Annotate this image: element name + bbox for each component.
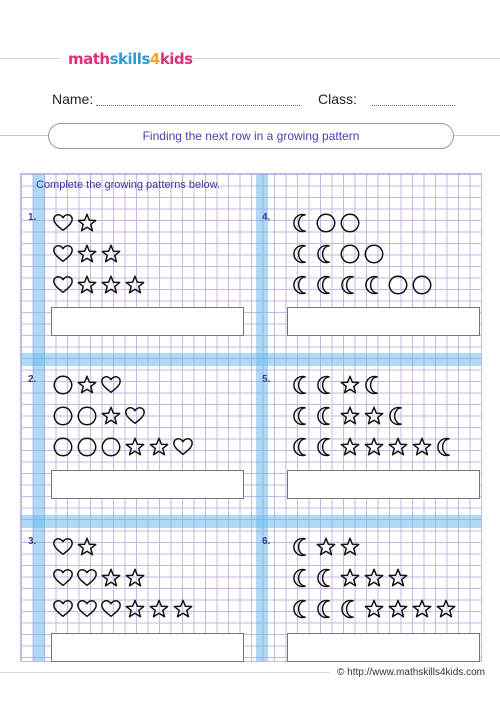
- problem-number: 6.: [262, 536, 271, 547]
- logo-kids: kids: [159, 50, 193, 68]
- heart-icon: [52, 567, 74, 589]
- problem-number: 4.: [262, 212, 271, 223]
- star-icon: [315, 536, 337, 558]
- logo: [68, 50, 193, 70]
- pattern-row: [52, 405, 148, 427]
- moon-icon: [291, 598, 313, 620]
- pattern-row: [291, 567, 411, 589]
- header-rule-left: [0, 58, 60, 59]
- moon-icon: [363, 374, 385, 396]
- moon-icon: [291, 374, 313, 396]
- circle-icon: [100, 436, 122, 458]
- circle-icon: [76, 436, 98, 458]
- star-icon: [363, 436, 385, 458]
- heart-icon: [76, 567, 98, 589]
- pattern-row: [291, 405, 411, 427]
- moon-icon: [315, 567, 337, 589]
- vertical-band-center: [256, 174, 271, 661]
- title-rule-right: [454, 135, 500, 136]
- answer-box[interactable]: [51, 307, 244, 336]
- star-icon: [339, 374, 361, 396]
- star-icon: [100, 274, 122, 296]
- moon-icon: [339, 598, 361, 620]
- answer-box[interactable]: [287, 633, 480, 662]
- pattern-row: [291, 243, 387, 265]
- heart-icon: [76, 598, 98, 620]
- moon-icon: [363, 274, 385, 296]
- moon-icon: [315, 598, 337, 620]
- answer-box[interactable]: [287, 307, 480, 336]
- heart-icon: [52, 274, 74, 296]
- pattern-row: [52, 274, 148, 296]
- star-icon: [363, 567, 385, 589]
- star-icon: [387, 567, 409, 589]
- heart-icon: [100, 598, 122, 620]
- star-icon: [76, 212, 98, 234]
- heart-icon: [172, 436, 194, 458]
- logo-skills: skills: [109, 50, 150, 68]
- pattern-row: [291, 374, 387, 396]
- star-icon: [76, 274, 98, 296]
- moon-icon: [435, 436, 457, 458]
- answer-box[interactable]: [51, 633, 244, 662]
- circle-icon: [387, 274, 409, 296]
- star-icon: [411, 598, 433, 620]
- class-label: Class:: [318, 91, 357, 107]
- star-icon: [339, 405, 361, 427]
- star-icon: [363, 405, 385, 427]
- pattern-row: [291, 598, 459, 620]
- worksheet-title: Finding the next row in a growing pattern: [48, 123, 454, 149]
- star-icon: [387, 598, 409, 620]
- footer-rule: [0, 672, 330, 673]
- problem-number: 1.: [28, 212, 37, 223]
- heart-icon: [52, 243, 74, 265]
- pattern-row: [291, 212, 363, 234]
- moon-icon: [315, 436, 337, 458]
- moon-icon: [315, 405, 337, 427]
- moon-icon: [291, 436, 313, 458]
- circle-icon: [339, 243, 361, 265]
- moon-icon: [291, 405, 313, 427]
- moon-icon: [339, 274, 361, 296]
- circle-icon: [52, 374, 74, 396]
- heart-icon: [100, 374, 122, 396]
- star-icon: [124, 567, 146, 589]
- problem-number: 2.: [28, 374, 37, 385]
- circle-icon: [363, 243, 385, 265]
- problem-number: 5.: [262, 374, 271, 385]
- heart-icon: [52, 598, 74, 620]
- instructions: Complete the growing patterns below.: [36, 179, 221, 191]
- logo-math: math: [68, 50, 110, 68]
- moon-icon: [291, 567, 313, 589]
- moon-icon: [387, 405, 409, 427]
- star-icon: [124, 598, 146, 620]
- name-label: Name:: [52, 91, 94, 107]
- pattern-row: [291, 274, 435, 296]
- star-icon: [148, 598, 170, 620]
- star-icon: [339, 536, 361, 558]
- heart-icon: [124, 405, 146, 427]
- star-icon: [435, 598, 457, 620]
- header-rule-right: [185, 58, 500, 59]
- star-icon: [124, 436, 146, 458]
- moon-icon: [291, 536, 313, 558]
- pattern-row: [52, 243, 124, 265]
- moon-icon: [291, 243, 313, 265]
- star-icon: [100, 405, 122, 427]
- pattern-row: [52, 374, 124, 396]
- circle-icon: [339, 212, 361, 234]
- circle-icon: [52, 436, 74, 458]
- star-icon: [76, 374, 98, 396]
- heart-icon: [52, 536, 74, 558]
- circle-icon: [411, 274, 433, 296]
- answer-box[interactable]: [51, 470, 244, 499]
- star-icon: [411, 436, 433, 458]
- heart-icon: [52, 212, 74, 234]
- footer-copyright: © http://www.mathskills4kids.com: [337, 667, 485, 678]
- star-icon: [76, 243, 98, 265]
- horizontal-band-lower: [21, 515, 481, 528]
- pattern-row: [291, 436, 459, 458]
- pattern-row: [52, 212, 100, 234]
- logo-four: 4: [149, 50, 160, 68]
- horizontal-band-upper: [21, 353, 481, 366]
- star-icon: [339, 567, 361, 589]
- name-field[interactable]: [96, 104, 300, 106]
- star-icon: [100, 243, 122, 265]
- pattern-row: [291, 536, 363, 558]
- moon-icon: [291, 274, 313, 296]
- vertical-band-left: [33, 174, 45, 661]
- pattern-row: [52, 436, 196, 458]
- star-icon: [363, 598, 385, 620]
- pattern-row: [52, 567, 148, 589]
- star-icon: [148, 436, 170, 458]
- star-icon: [172, 598, 194, 620]
- circle-icon: [315, 212, 337, 234]
- moon-icon: [315, 243, 337, 265]
- problem-number: 3.: [28, 536, 37, 547]
- class-field[interactable]: [372, 104, 455, 106]
- moon-icon: [291, 212, 313, 234]
- moon-icon: [315, 374, 337, 396]
- pattern-row: [52, 598, 196, 620]
- star-icon: [124, 274, 146, 296]
- star-icon: [339, 436, 361, 458]
- star-icon: [100, 567, 122, 589]
- pattern-row: [52, 536, 100, 558]
- star-icon: [76, 536, 98, 558]
- answer-box[interactable]: [287, 470, 480, 499]
- title-rule-left: [0, 135, 48, 136]
- star-icon: [387, 436, 409, 458]
- circle-icon: [76, 405, 98, 427]
- moon-icon: [315, 274, 337, 296]
- circle-icon: [52, 405, 74, 427]
